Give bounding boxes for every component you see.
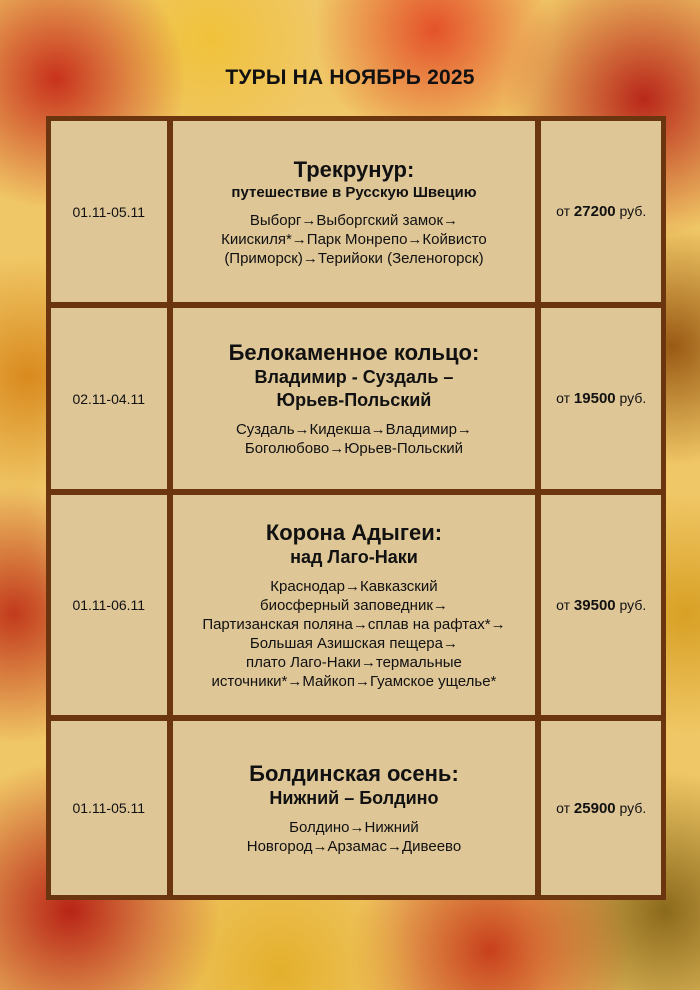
price-prefix: от: [556, 596, 571, 613]
price-currency: руб.: [619, 596, 647, 613]
page-title: ТУРЫ НА НОЯБРЬ 2025: [225, 66, 475, 89]
tour-route: [179, 818, 530, 856]
tour-price: [540, 120, 662, 303]
price-currency: руб.: [619, 203, 647, 219]
route-line: Партизанская поляна→сплав на рафтах*→: [202, 616, 506, 633]
price-value: 25900: [573, 799, 616, 817]
route-line: биосферный заповедник→: [259, 597, 448, 614]
tour-subtitle-line2: Юрьев-Польский: [276, 390, 432, 410]
tour-info: [172, 120, 537, 303]
tour-title: Болдинская осень:: [249, 761, 459, 786]
tour-title: Белокаменное кольцо:: [228, 340, 480, 365]
tour-price: [540, 307, 662, 490]
price-prefix: от: [556, 799, 571, 816]
price-currency: руб.: [619, 390, 647, 406]
tour-info: [172, 720, 537, 896]
price-value: 27200: [573, 203, 616, 220]
tour-dates: 02.11-04.11: [50, 307, 168, 490]
route-line: Боголюбово→Юрьев-Польский: [244, 440, 464, 457]
price-currency: руб.: [619, 799, 647, 816]
tour-title: Трекрунур:: [293, 156, 415, 182]
price-value: 19500: [573, 390, 616, 407]
tour-dates: 01.11-05.11: [50, 720, 168, 896]
tour-dates: 01.11-05.11: [50, 120, 168, 303]
tour-dates: 01.11-06.11: [50, 494, 168, 716]
tours-table: [46, 116, 666, 900]
route-line: Новгород→Арзамас→Дивеево: [246, 838, 462, 855]
tour-row: [50, 120, 662, 303]
tour-route: [179, 211, 530, 268]
price-prefix: от: [556, 390, 571, 406]
price-prefix: от: [556, 203, 571, 219]
tour-title: Корона Адыгеи:: [265, 520, 443, 545]
route-line: Киискиля*→Парк Монрепо→Койвисто: [221, 230, 487, 248]
route-line: (Приморск)→Терийоки (Зеленогорск): [224, 249, 484, 267]
tour-price: [540, 494, 662, 716]
route-line: плато Лаго-Наки→термальные: [246, 654, 462, 671]
tour-route: [179, 420, 530, 458]
route-line: Болдино→Нижний: [289, 819, 419, 836]
tour-subtitle: Нижний – Болдино: [269, 788, 439, 808]
tour-price: [540, 720, 662, 896]
route-line: Краснодар→Кавказский: [270, 578, 438, 595]
route-line: Большая Азишская пещера→: [249, 635, 458, 652]
route-line: Суздаль→Кидекша→Владимир→: [235, 421, 472, 438]
tour-info: [172, 494, 537, 716]
tour-row: [50, 720, 662, 896]
price-value: 39500: [573, 596, 616, 614]
tour-subtitle: Владимир - Суздаль –: [254, 367, 454, 387]
tour-route: [179, 577, 530, 691]
tour-info: [172, 307, 537, 490]
tour-subtitle: путешествие в Русскую Швецию: [231, 183, 477, 201]
route-line: источники*→Майкоп→Гуамское ущелье*: [211, 673, 497, 690]
route-line: Выборг→Выборгский замок→: [249, 211, 459, 229]
tour-subtitle: над Лаго-Наки: [290, 547, 418, 567]
tour-row: [50, 307, 662, 490]
tour-row: [50, 494, 662, 716]
